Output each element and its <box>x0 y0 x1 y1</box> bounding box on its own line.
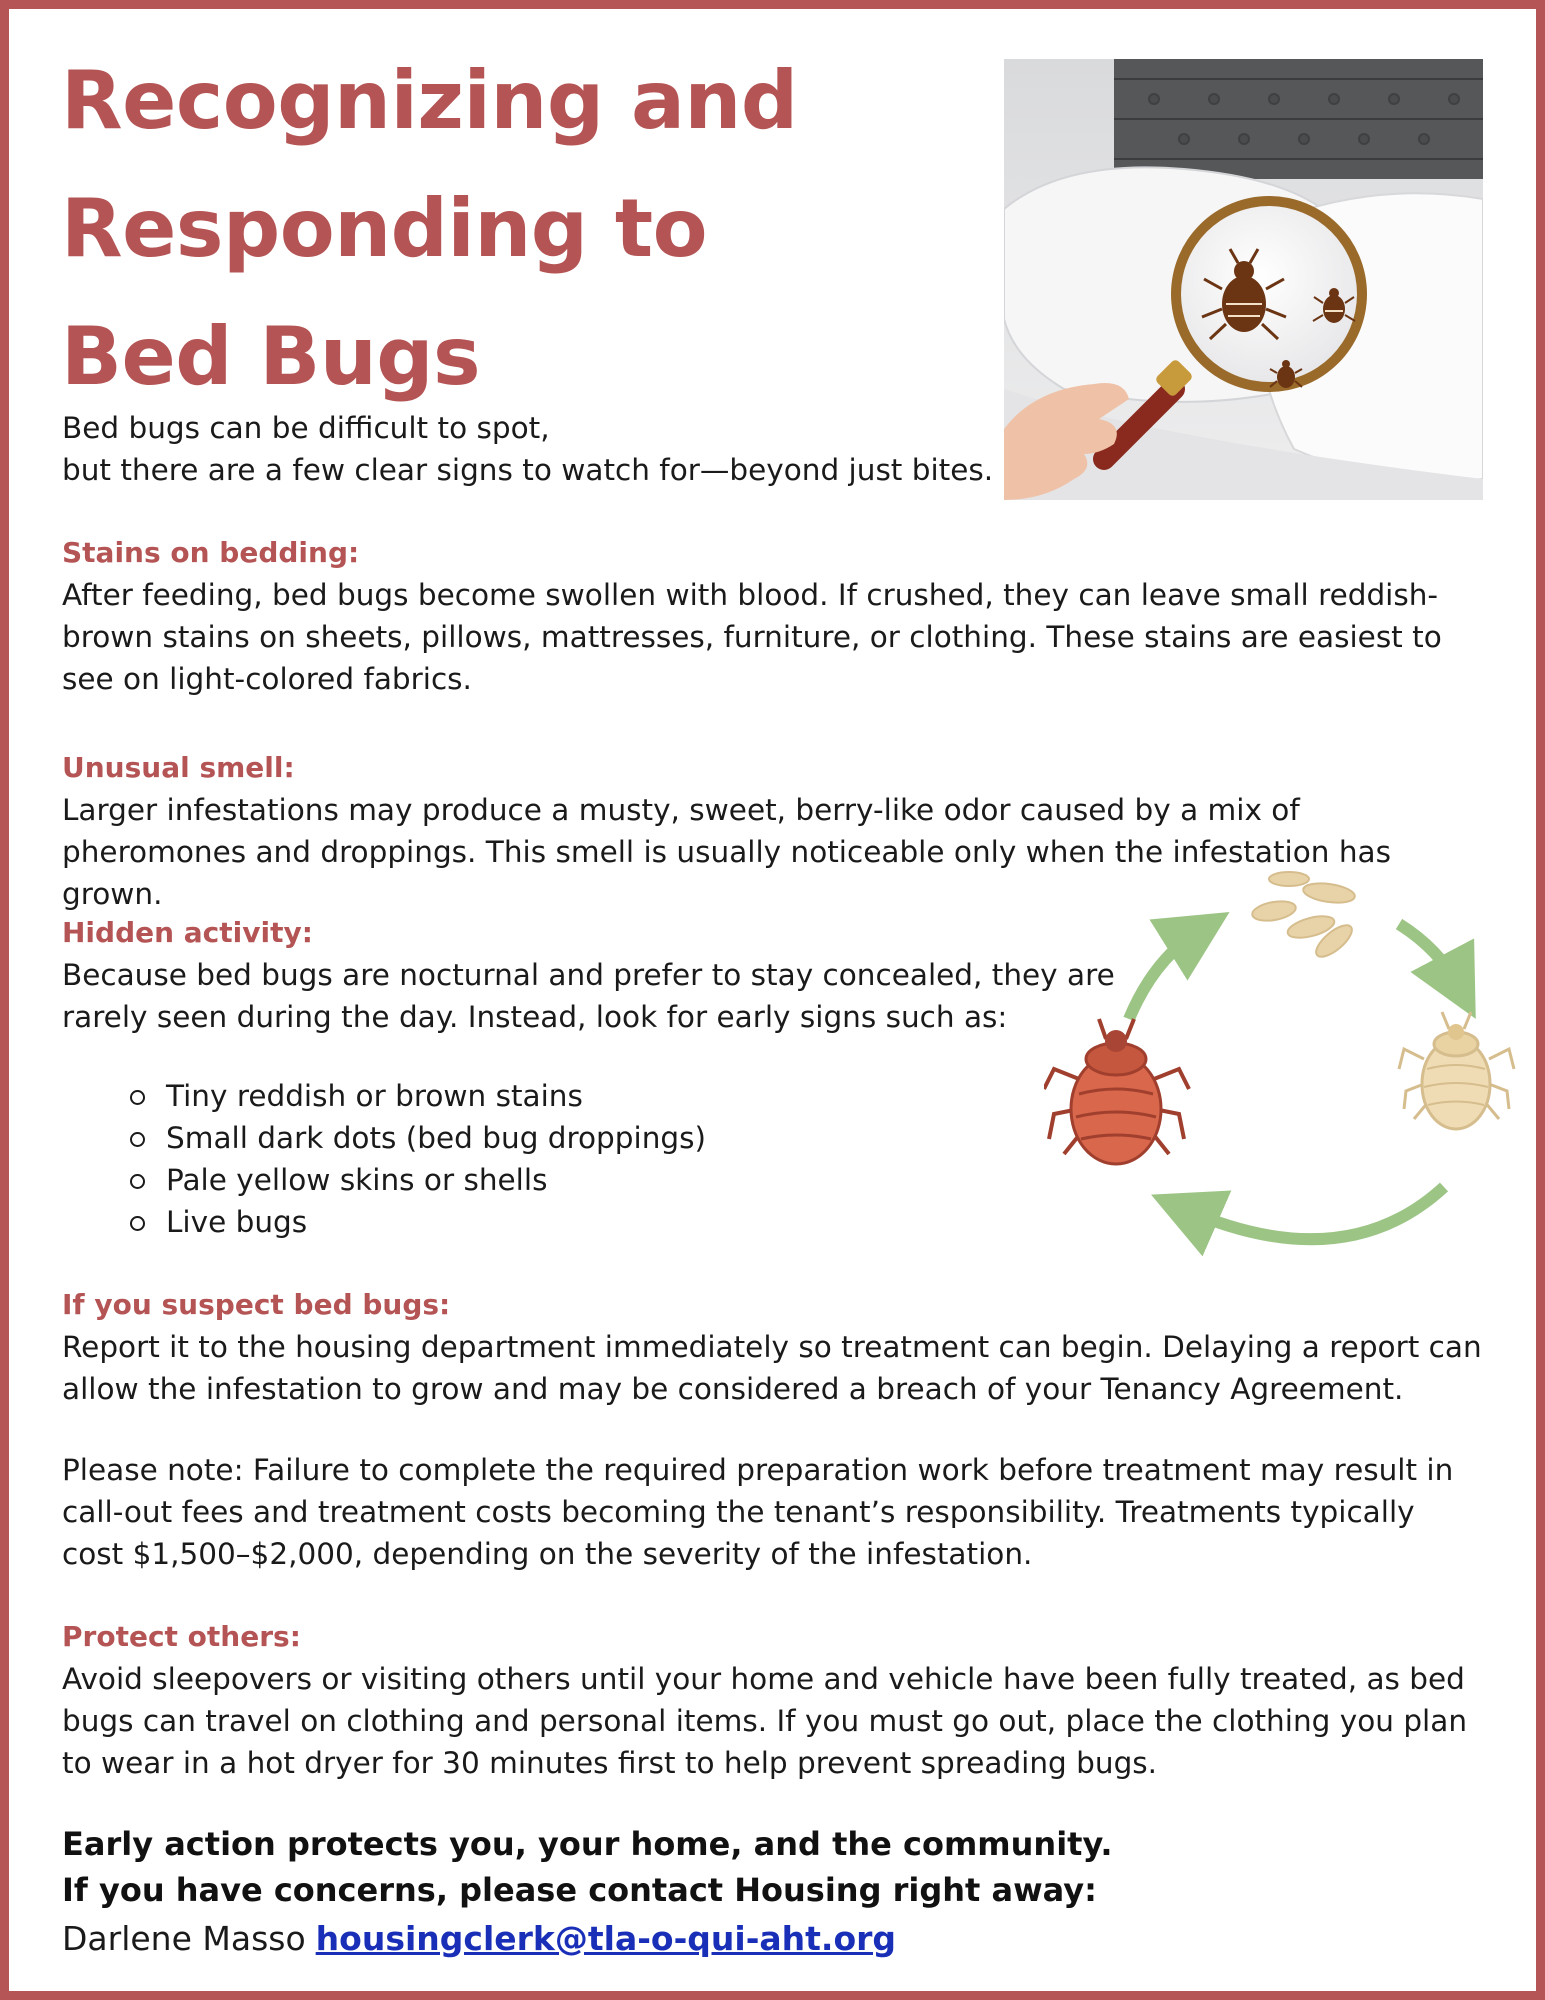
hidden-heading: Hidden activity: <box>62 916 313 949</box>
eggs-icon <box>1251 872 1357 962</box>
bedbug-magnifier-photo <box>1004 59 1483 500</box>
list-item <box>124 1201 706 1243</box>
contact-name: Darlene Masso <box>62 1919 306 1958</box>
page-title <box>61 37 798 421</box>
smell-heading: Unusual smell: <box>62 751 295 784</box>
protect-heading: Protect others: <box>62 1620 301 1653</box>
sign-text: Pale yellow skins or shells <box>166 1163 548 1197</box>
circle-bullet-icon <box>130 1174 145 1189</box>
protect-body: Avoid sleepovers or visiting others until your home and vehicle have been fully treated, as bed bugs can travel on clothing and personal items. If you must go out, place the clothing you plan to wear in a hot dryer for 30 minutes first to help prevent spreading bugs. <box>62 1662 1468 1780</box>
cycle-arrow-icon <box>1399 924 1459 987</box>
suspect-heading: If you suspect bed bugs: <box>62 1288 451 1321</box>
sign-text: Small dark dots (bed bug droppings) <box>166 1121 707 1155</box>
footer-line-2: If you have concerns, please contact Housing right away: <box>62 1871 1097 1909</box>
intro-line-2: but there are a few clear signs to watch for—beyond just bites. <box>62 453 994 487</box>
list-item <box>124 1075 706 1117</box>
intro-line-1: Bed bugs can be difficult to spot, <box>62 411 550 445</box>
suspect-body: Report it to the housing department immediately so treatment can begin. Delaying a report can allow the infestation to grow and may be considered a breach of your Tenancy Agreement. <box>62 1330 1482 1406</box>
stains-body: After feeding, bed bugs become swollen with blood. If crushed, they can leave small reddish-brown stains on sheets, pillows, mattresses, furniture, or clothing. These stains are easiest to see on light-colored fabrics. <box>62 578 1442 696</box>
stains-section <box>62 532 1482 700</box>
email-link[interactable]: housingclerk@tla-o-qui-aht.org <box>315 1919 897 1958</box>
footer-line-1: Early action protects you, your home, and the community. <box>62 1825 1113 1863</box>
stains-heading: Stains on bedding: <box>62 536 360 569</box>
smell-body: Larger infestations may produce a musty, sweet, berry-like odor caused by a mix of pheromones and droppings. This smell is usually noticeable only when the infestation has grown. <box>62 793 1391 911</box>
contact-line <box>62 1913 1113 1965</box>
circle-bullet-icon <box>130 1090 145 1105</box>
hidden-body: Because bed bugs are nocturnal and prefer to stay concealed, they are rarely seen during the day. Instead, look for early signs such as: <box>62 958 1115 1034</box>
circle-bullet-icon <box>130 1216 145 1231</box>
title-line-2: Responding to <box>61 182 708 275</box>
intro-text <box>62 407 993 491</box>
note-section <box>62 1449 1482 1575</box>
sign-text: Live bugs <box>166 1205 308 1239</box>
protect-section <box>62 1616 1482 1784</box>
cycle-arrow-icon <box>1184 1187 1444 1239</box>
title-line-1: Recognizing and <box>61 54 798 147</box>
nymph-bedbug-icon <box>1399 1012 1514 1129</box>
note-body: Please note: Failure to complete the required preparation work before treatment may result in call-out fees and treatment costs becoming the tenant’s responsibility. Treatments typically cost $1,500–$2,000, depending on the severity of the infestation. <box>62 1453 1454 1571</box>
list-item <box>124 1117 706 1159</box>
adult-bedbug-icon <box>1044 1019 1189 1164</box>
footer-contact <box>62 1821 1113 1965</box>
cycle-arrow-icon <box>1129 931 1199 1019</box>
bedbug-lifecycle-illustration <box>1044 869 1534 1269</box>
circle-bullet-icon <box>130 1132 145 1147</box>
title-line-3: Bed Bugs <box>61 310 481 403</box>
signs-list <box>124 1075 706 1243</box>
suspect-section <box>62 1284 1482 1410</box>
sign-text: Tiny reddish or brown stains <box>166 1079 583 1113</box>
list-item <box>124 1159 706 1201</box>
